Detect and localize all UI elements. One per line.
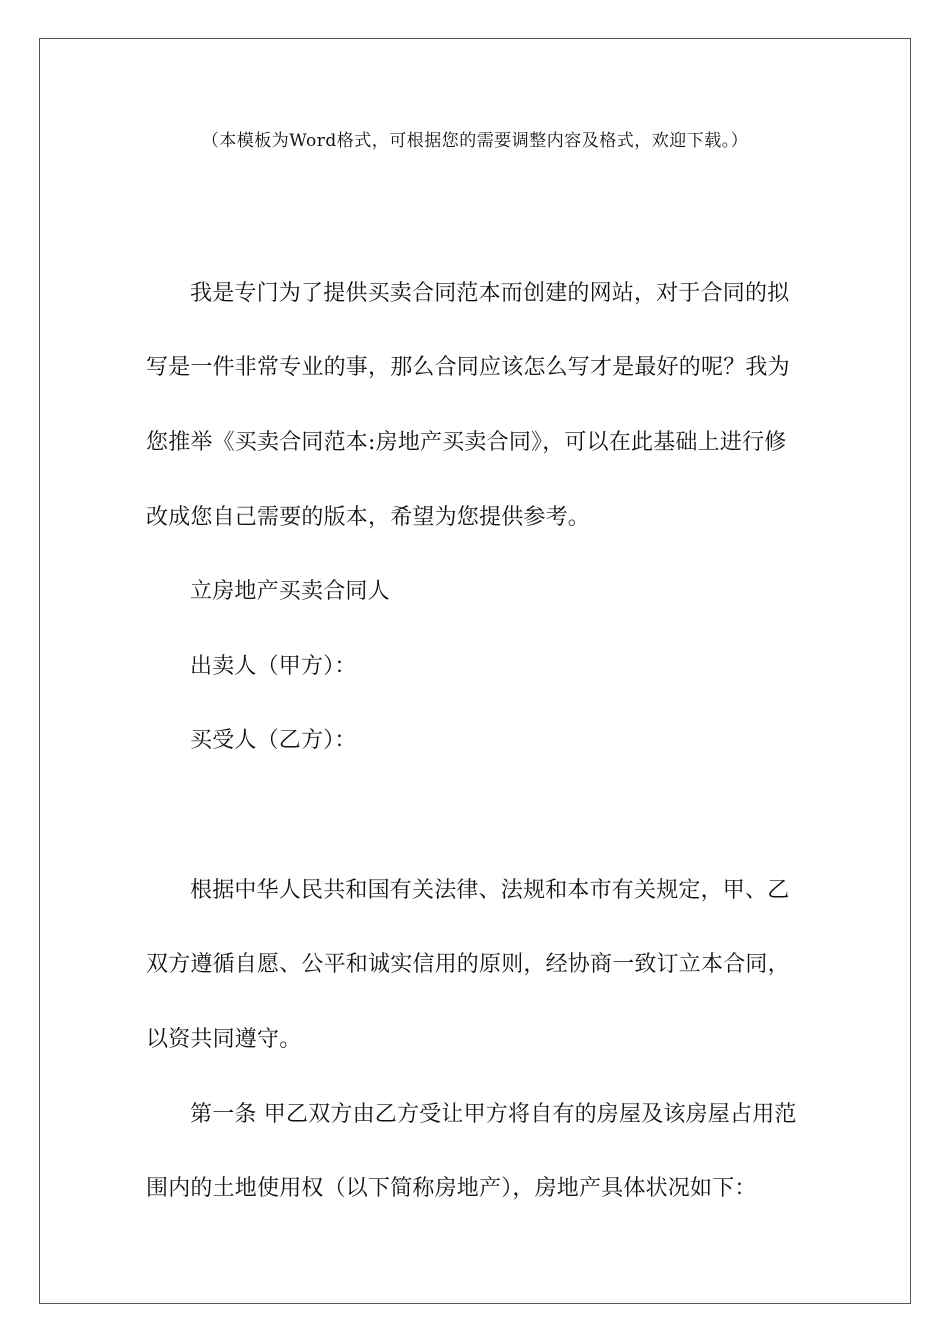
intro-line-3: 您推举《买卖合同范本:房地产买卖合同》，可以在此基础上进行修 [146, 430, 787, 455]
seller-label: 出卖人（甲方）： [190, 654, 357, 679]
contract-title: 立房地产买卖合同人 [190, 579, 390, 604]
basis-line-3: 以资共同遵守。 [146, 1027, 302, 1052]
intro-line-2: 写是一件非常专业的事，那么合同应该怎么写才是最好的呢？我为 [146, 355, 790, 380]
intro-line-4: 改成您自己需要的版本，希望为您提供参考。 [146, 505, 591, 530]
intro-line-1: 我是专门为了提供买卖合同范本而创建的网站，对于合同的拟 [190, 281, 790, 306]
basis-line-2: 双方遵循自愿、公平和诚实信用的原则，经协商一致订立本合同， [146, 952, 790, 977]
article1-line-1: 第一条 甲乙双方由乙方受让甲方将自有的房屋及该房屋占用范 [190, 1102, 797, 1127]
article1-line-2: 围内的土地使用权（以下简称房地产），房地产具体状况如下： [146, 1176, 757, 1201]
template-notice: （本模板为Word格式，可根据您的需要调整内容及格式，欢迎下载。） [201, 131, 749, 151]
buyer-label: 买受人（乙方）： [190, 728, 357, 753]
basis-line-1: 根据中华人民共和国有关法律、法规和本市有关规定，甲、乙 [190, 878, 790, 903]
